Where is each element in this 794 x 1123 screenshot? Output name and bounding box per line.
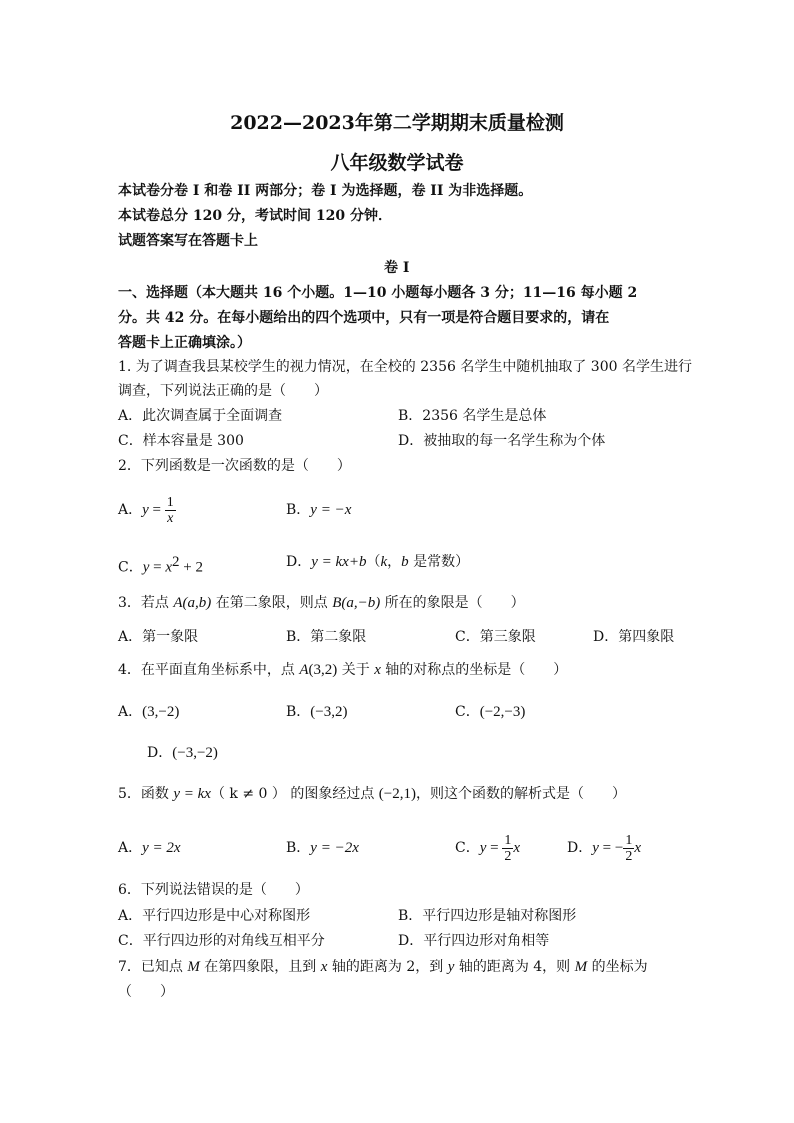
q5-c-fraction: $\frac{1}{2}$ xyxy=(504,832,512,864)
intro-line-3: 试题答案写在答题卡上 xyxy=(118,233,258,249)
q2-option-c: C．$y = x^2 + 2$ xyxy=(118,554,203,576)
q6-stem: 6．下列说法错误的是（ ） xyxy=(118,882,309,898)
q4-option-b: B．(−3,2) xyxy=(286,704,348,720)
q3-stem: 3．若点 A(a,b) 在第二象限，则点 B(a,−b) 所在的象限是（ ） xyxy=(118,595,525,611)
q5-option-c: C．y = $\frac{1}{2}$ x xyxy=(455,832,521,864)
q5-option-b: B．y = −2x xyxy=(286,840,359,856)
q4-stem: 4．在平面直角坐标系中，点 A(3,2) 关于 x 轴的对称点的坐标是（ ） xyxy=(118,662,568,678)
exam-title: 2022—2023年第二学期期末质量检测 xyxy=(230,112,564,134)
q6-option-a: A．平行四边形是中心对称图形 xyxy=(118,908,311,924)
q3-option-d: D．第四象限 xyxy=(593,629,675,645)
exam-subtitle: 八年级数学试卷 xyxy=(330,152,464,174)
intro-line-1: 本试卷分卷 I 和卷 II 两部分；卷 I 为选择题，卷 II 为非选择题。 xyxy=(118,183,533,199)
volume-label: 卷 I xyxy=(384,260,410,276)
section-heading-3: 答题卡上正确填涂。） xyxy=(118,335,251,351)
q4-option-a: A．(3,−2) xyxy=(118,704,180,720)
section-heading-2: 分。共 42 分。在每小题给出的四个选项中，只有一项是符合题目要求的，请在 xyxy=(118,310,610,326)
q3-option-a: A．第一象限 xyxy=(118,629,199,645)
q7-stem-2: （ ） xyxy=(118,984,174,1000)
q2-stem: 2．下列函数是一次函数的是（ ） xyxy=(118,458,351,474)
q7-stem: 7．已知点 M 在第四象限，且到 x 轴的距离为 2，到 y 轴的距离为 4，则 M 的坐标为 xyxy=(118,959,648,975)
q2-option-b: B．y = −x xyxy=(286,502,352,518)
q5-stem: 5．函数 y = kx（ k ≠ 0 ） 的图象经过点 (−2,1)，则这个函数的解析式是（ ） xyxy=(118,786,626,802)
q6-option-c: C．平行四边形的对角线互相平分 xyxy=(118,933,325,949)
q1-option-c: C．样本容量是 300 xyxy=(118,433,244,449)
q1-stem-2: 调查，下列说法正确的是（ ） xyxy=(118,383,328,399)
q1-stem-1: 1. 为了调查我县某校学生的视力情况，在全校的 2356 名学生中随机抽取了 300 名学生进行 xyxy=(118,359,692,375)
q6-option-d: D．平行四边形对角相等 xyxy=(398,933,550,949)
q1-option-b: B．2356 名学生是总体 xyxy=(398,408,547,424)
q3-option-b: B．第二象限 xyxy=(286,629,367,645)
q5-option-a: A．y = 2x xyxy=(118,840,181,856)
q2-option-a: A．y = $\frac{1}{x}$ xyxy=(118,494,174,526)
q1-option-d: D．被抽取的每一名学生称为个体 xyxy=(398,433,606,449)
q6-option-b: B．平行四边形是轴对称图形 xyxy=(398,908,577,924)
q3-option-c: C．第三象限 xyxy=(455,629,536,645)
intro-line-2: 本试卷总分 120 分，考试时间 120 分钟． xyxy=(118,208,392,224)
q5-d-fraction: $\frac{1}{2}$ xyxy=(625,832,633,864)
q4-option-c: C．(−2,−3) xyxy=(455,704,526,720)
q4-option-d: D．(−3,−2) xyxy=(147,745,218,761)
q2-option-d: D．y = kx+b（k，b 是常数） xyxy=(286,554,470,570)
q5-option-d: D．y = − $\frac{1}{2}$ x xyxy=(567,832,641,864)
q2-a-fraction: $\frac{1}{x}$ xyxy=(166,494,174,526)
q1-option-a: A．此次调查属于全面调查 xyxy=(118,408,283,424)
section-heading-1: 一、选择题（本大题共 16 个小题。1—10 小题每小题各 3 分；11—16 每小题 2 xyxy=(118,285,638,301)
